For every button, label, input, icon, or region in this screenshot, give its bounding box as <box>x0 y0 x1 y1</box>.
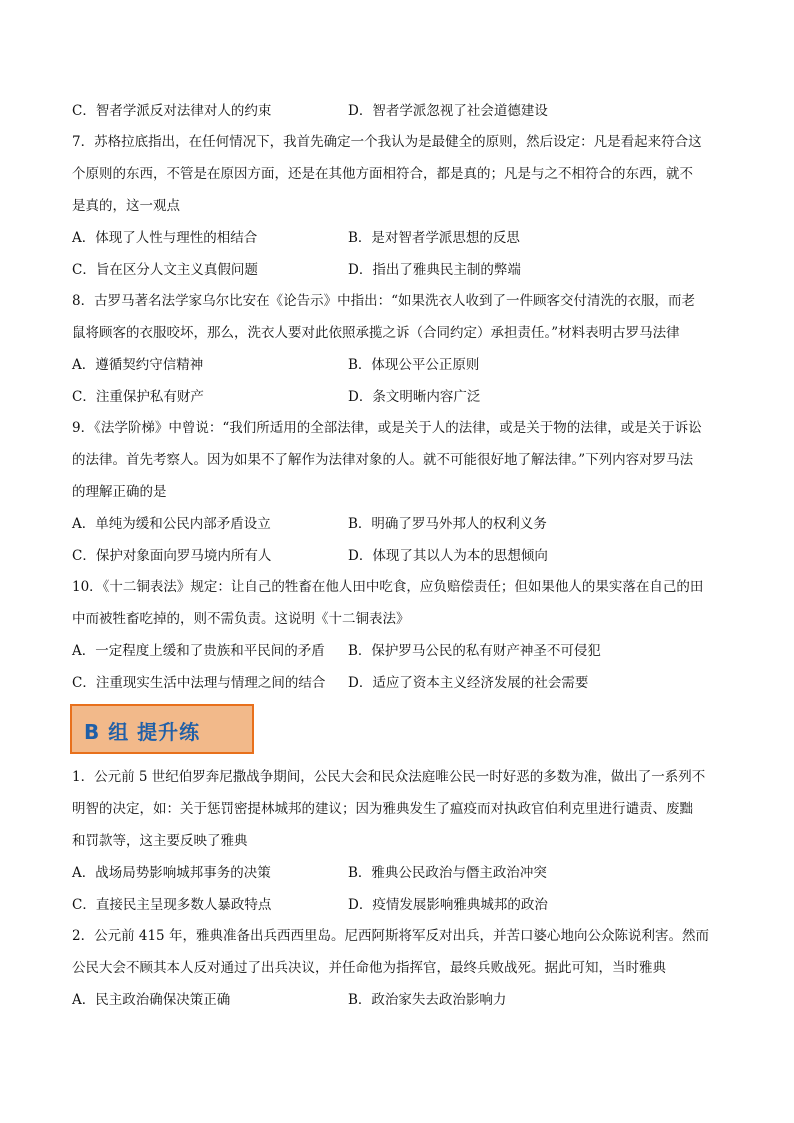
b2-option-b: B．政治家失去政治影响力 <box>348 992 507 1008</box>
q7-option-c: C．旨在区分人文主义真假问题 <box>72 262 258 278</box>
q7-option-d: D．指出了雅典民主制的弊端 <box>348 262 521 278</box>
q10-option-a: A．一定程度上缓和了贵族和平民间的矛盾 <box>72 643 325 659</box>
q7-option-b: B．是对智者学派思想的反思 <box>348 230 520 246</box>
q8-option-b: B．体现公平公正原则 <box>348 357 480 373</box>
section-banner <box>70 704 254 754</box>
q6-option-c: C．智者学派反对法律对人的约束 <box>72 103 272 119</box>
b2-stem-line-1: 2．公元前 415 年，雅典准备出兵西西里岛。尼西阿斯将军反对出兵，并苦口婆心地向公众陈说利害。然而 <box>72 928 709 944</box>
b2-option-a: A．民主政治确保决策正确 <box>72 992 231 1008</box>
q10-stem-line-2: 中而被牲畜吃掉的，则不需负责。这说明《十二铜表法》 <box>72 611 410 627</box>
q10-stem-line-1: 10．《十二铜表法》规定：让自己的牲畜在他人田中吃食，应负赔偿责任；但如果他人的果实落在自己的田 <box>72 579 704 595</box>
b1-option-d: D．疫情发展影响雅典城邦的政治 <box>348 897 548 913</box>
q10-option-b: B．保护罗马公民的私有财产神圣不可侵犯 <box>348 643 601 659</box>
q8-option-c: C．注重保护私有财产 <box>72 389 204 405</box>
b1-stem-line-3: 和罚款等，这主要反映了雅典 <box>72 833 248 849</box>
q6-option-d: D．智者学派忽视了社会道德建设 <box>348 103 548 119</box>
q9-stem-line-2: 的法律。首先考察人。因为如果不了解作为法律对象的人。就不可能很好地了解法律。”下列内容对罗马法 <box>72 452 694 468</box>
q8-stem-line-1: 8．古罗马著名法学家乌尔比安在《论告示》中指出：“如果洗衣人收到了一件顾客交付清洗的衣服，而老 <box>72 293 695 309</box>
q8-option-a: A．遵循契约守信精神 <box>72 357 204 373</box>
q9-option-c: C．保护对象面向罗马境内所有人 <box>72 548 272 564</box>
q9-stem-line-1: 9．《法学阶梯》中曾说：“我们所适用的全部法律，或是关于人的法律，或是关于物的法律，或是关于诉讼 <box>72 420 702 436</box>
q7-stem-line-2: 个原则的东西，不管是在原因方面，还是在其他方面相符合，都是真的；凡是与之不相符合的东西，就不 <box>72 166 693 182</box>
q9-option-b: B．明确了罗马外邦人的权利义务 <box>348 516 547 532</box>
q7-stem-line-1: 7．苏格拉底指出，在任何情况下，我首先确定一个我认为是最健全的原则，然后设定：凡是看起来符合这 <box>72 134 702 150</box>
q9-stem-line-3: 的理解正确的是 <box>72 484 167 500</box>
q9-option-a: A．单纯为缓和公民内部矛盾设立 <box>72 516 271 532</box>
b1-option-a: A．战场局势影响城邦事务的决策 <box>72 865 271 881</box>
q7-option-a: A．体现了人性与理性的相结合 <box>72 230 258 246</box>
q8-stem-line-2: 鼠将顾客的衣服咬坏，那么，洗衣人要对此依照承揽之诉（合同约定）承担责任。”材料表明古罗马法律 <box>72 325 680 341</box>
b1-stem-line-2: 明智的决定，如：关于惩罚密提林城邦的建议；因为雅典发生了瘟疫而对执政官伯利克里进行谴责、废黜 <box>72 801 693 817</box>
q8-option-d: D．条文明晰内容广泛 <box>348 389 481 405</box>
q7-stem-line-3: 是真的，这一观点 <box>72 198 180 214</box>
section-title: B 组 提升练 <box>84 720 201 744</box>
q10-option-d: D．适应了资本主义经济发展的社会需要 <box>348 675 589 691</box>
b1-option-c: C．直接民主呈现多数人暴政特点 <box>72 897 272 913</box>
q9-option-d: D．体现了其以人为本的思想倾向 <box>348 548 548 564</box>
b1-stem-line-1: 1．公元前 5 世纪伯罗奔尼撒战争期间，公民大会和民众法庭唯公民一时好恶的多数为准，做出了一系列不 <box>72 769 706 785</box>
b2-stem-line-2: 公民大会不顾其本人反对通过了出兵决议，并任命他为指挥官，最终兵败战死。据此可知，当时雅典 <box>72 960 666 976</box>
b1-option-b: B．雅典公民政治与僭主政治冲突 <box>348 865 547 881</box>
q10-option-c: C．注重现实生活中法理与情理之间的结合 <box>72 675 326 691</box>
